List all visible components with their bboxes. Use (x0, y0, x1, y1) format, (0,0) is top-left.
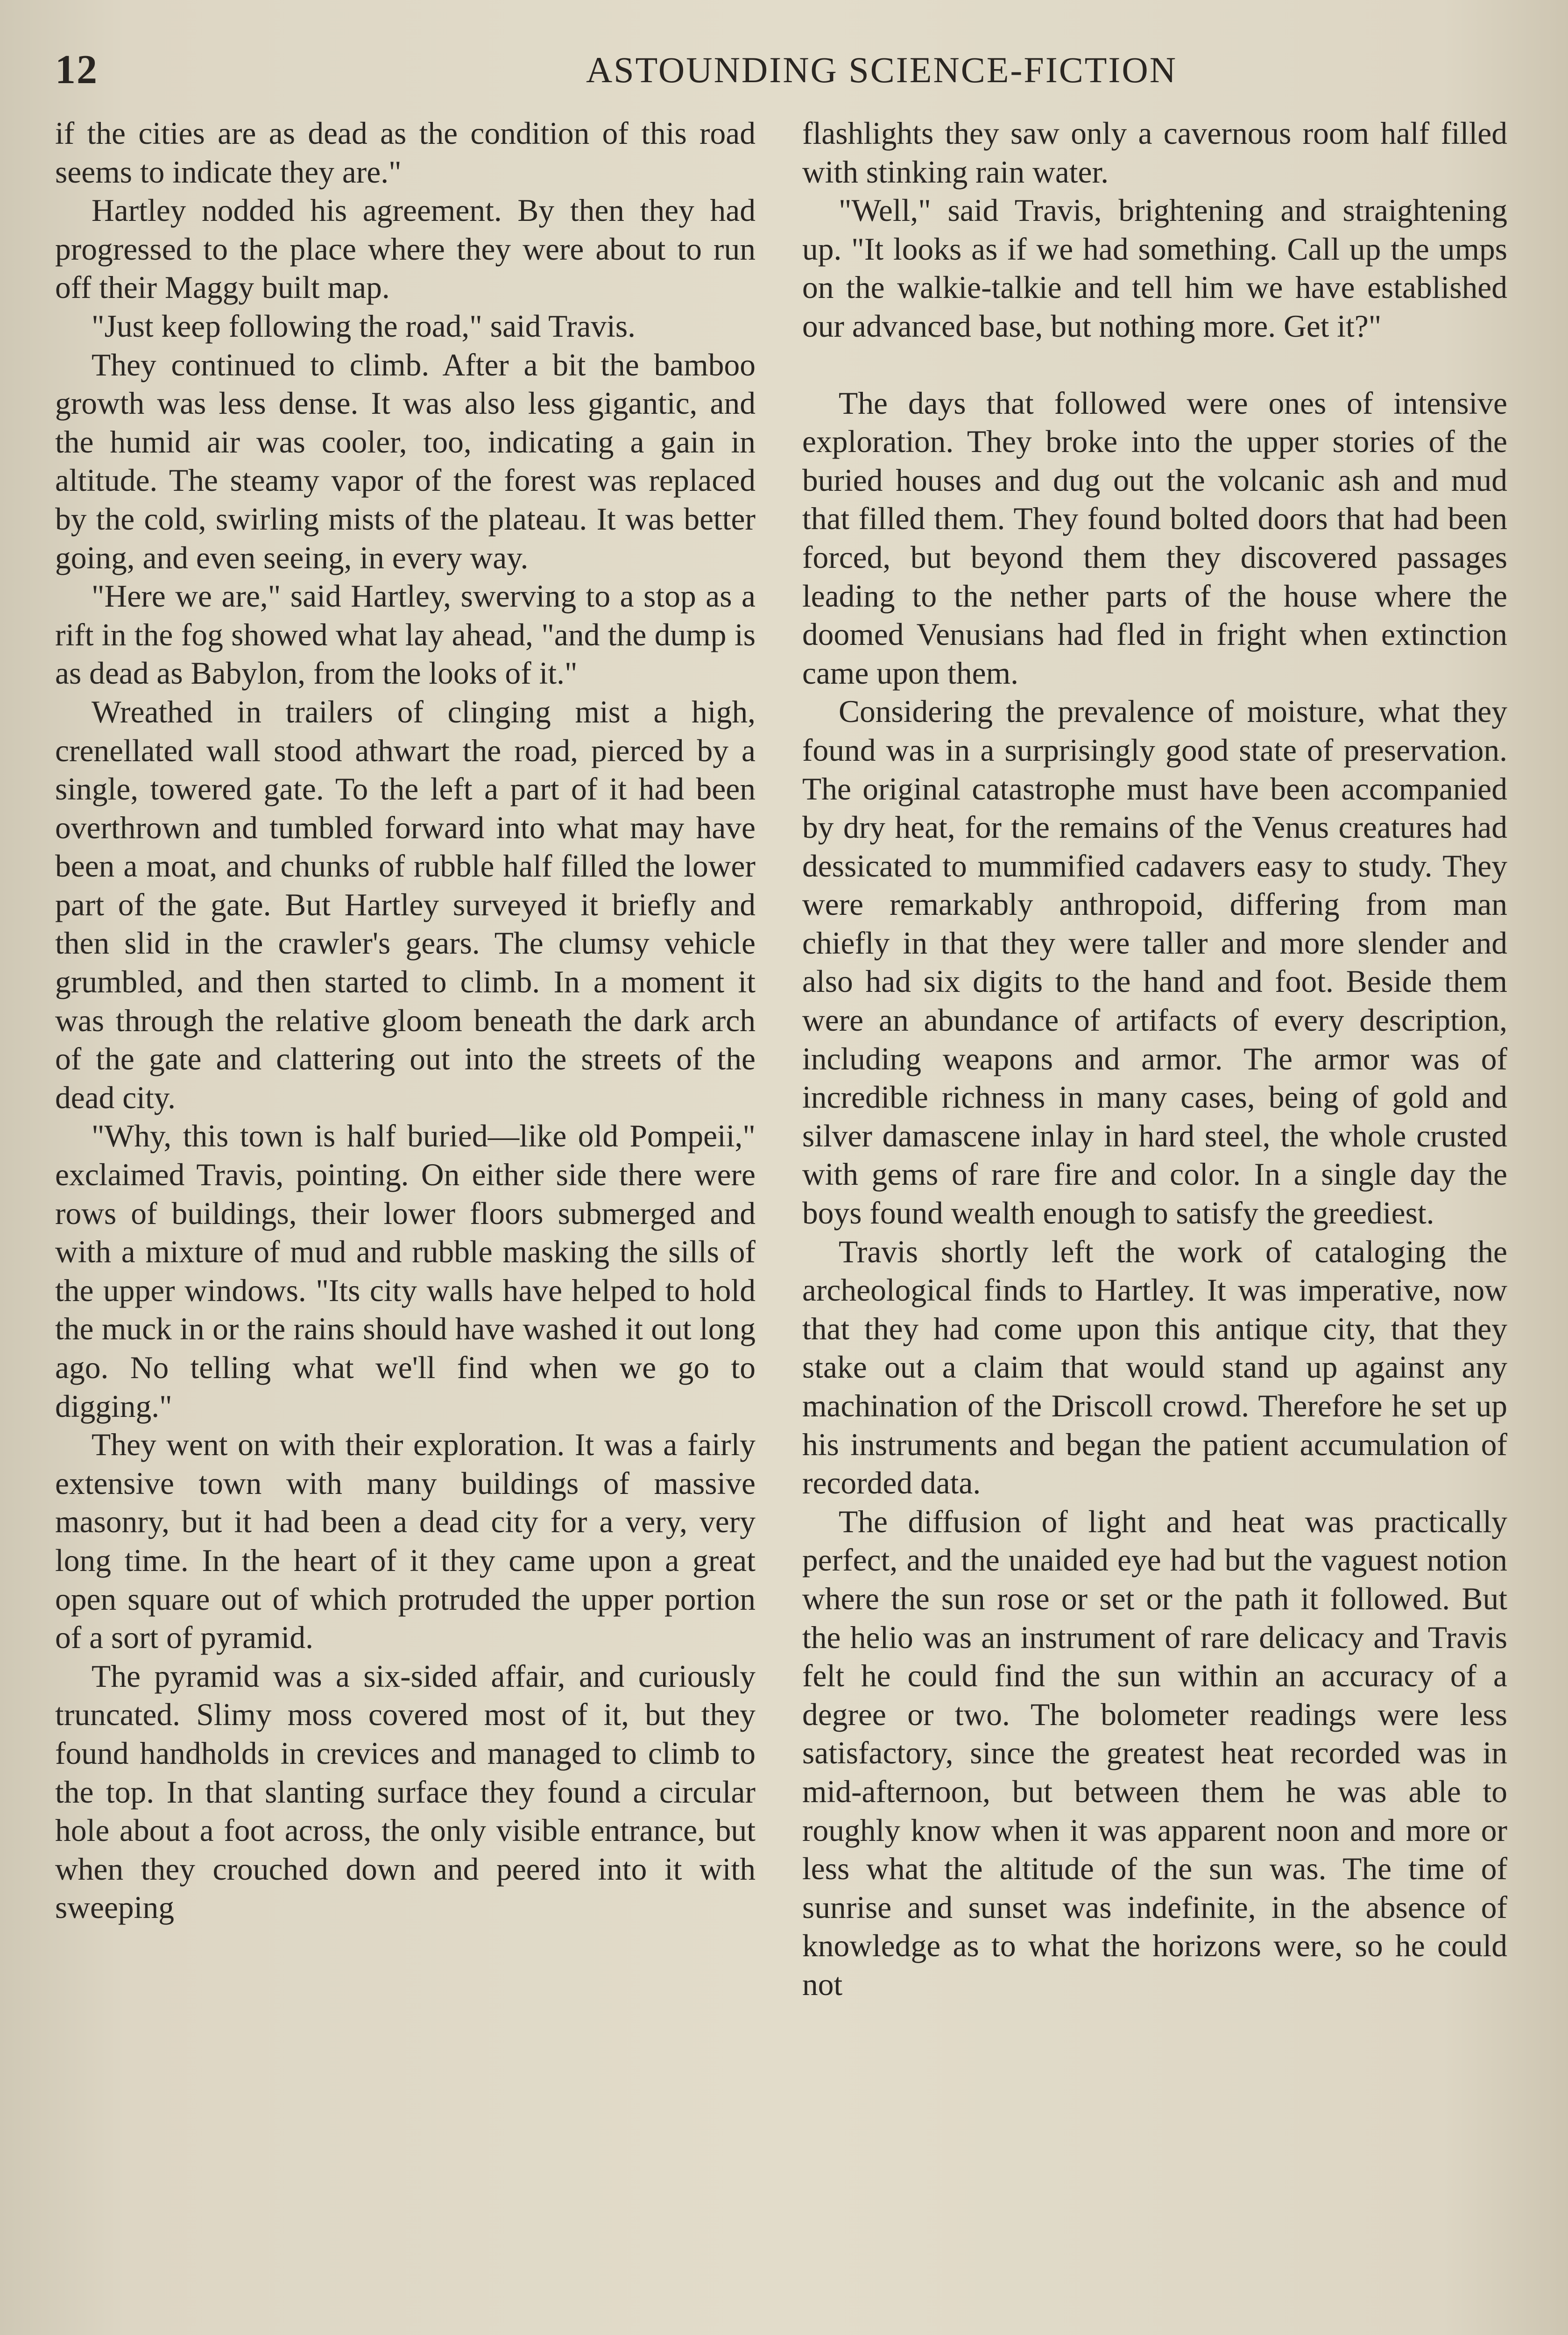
running-head: ASTOUNDING SCIENCE-FICTION (586, 50, 1178, 90)
paragraph: The days that followed were ones of intensive exploration. They broke into the upper stories of the buried houses and dug out the volcanic ash and mud that filled them. They found bolted doors that had been forced, but beyond them they discovered passages leading to the nether parts of the house where the doomed Venusians had fled in fright when extinction came upon them. (802, 385, 1507, 691)
paragraph: "Why, this town is half buried—like old Pompeii," exclaimed Travis, pointing. On either side there were rows of buildings, their lower floors submerged and with a mixture of mud and rubble masking the sills of the upper windows. "Its city walls have helped to hold the muck in or the rains should have washed it out long ago. No telling what we'll find when we go to digging." (55, 1118, 756, 1424)
page-number: 12 (55, 47, 98, 92)
paragraph: flashlights they saw only a cavernous room half filled with stinking rain water. (802, 116, 1507, 190)
left-column (55, 114, 756, 2335)
paragraph: The diffusion of light and heat was practically perfect, and the unaided eye had but the vaguest notion where the sun rose or set or the path it followed. But the helio was an instrument of rare delicacy and Travis felt he could find the sun within an accuracy of a degree or two. The bolometer readings were less satisfactory, since the greatest heat recorded was in mid-afternoon, but between them he was able to roughly know when it was apparent noon and more or less what the altitude of the sun was. The time of sunrise and sunset was indefinite, in the absence of knowledge as to what the horizons were, so he could not (802, 1504, 1507, 2002)
paragraph: "Just keep following the road," said Travis. (92, 308, 636, 344)
paragraph: if the cities are as dead as the condition of this road seems to indicate they are." (55, 116, 756, 190)
right-column (802, 114, 1507, 2335)
paragraph: "Here we are," said Hartley, swerving to a stop as a rift in the fog showed what lay ahead, "and the dump is as dead as Babylon, from the looks of it." (55, 579, 756, 691)
paragraph: Travis shortly left the work of cataloging the archeological finds to Hartley. It was imperative, now that they had come upon this antique city, that they stake out a claim that would stand up against any machination of the Driscoll crowd. Therefore he set up his instruments and began the patient accumulation of recorded data. (802, 1234, 1507, 1501)
paragraph: The pyramid was a six-sided affair, and curiously truncated. Slimy moss covered most of it, but they found handholds in crevices and managed to climb to the top. In that slanting surface they found a circular hole about a foot across, the only visible entrance, but when they crouched down and peered into it with sweeping (55, 1658, 756, 1925)
paragraph: "Well," said Travis, brightening and straightening up. "It looks as if we had something. Call up the umps on the walkie-talkie and tell him we have established our advanced base, but nothing more. Get it?" (802, 193, 1507, 344)
paragraph: Considering the prevalence of moisture, what they found was in a surprisingly good state of preservation. The original catastrophe must have been accompanied by dry heat, for the remains of the Venus creatures had dessicated to mummified cadavers easy to study. They were remarkably anthropoid, differing from man chiefly in that they were taller and more slender and also had six digits to the hand and foot. Beside them were an abundance of artifacts of every description, including weapons and armor. The armor was of incredible richness in many cases, being of gold and silver damascene inlay in hard steel, the whole crusted with gems of rare fire and color. In a single day the boys found wealth enough to satisfy the greediest. (802, 694, 1507, 1231)
paragraph: They went on with their exploration. It was a fairly extensive town with many buildings of massive masonry, but it had been a dead city for a very, very long time. In the heart of it they came upon a great open square out of which protruded the upper portion of a sort of pyramid. (55, 1427, 756, 1656)
paragraph: Hartley nodded his agreement. By then they had progressed to the place where they were about to run off their Maggy built map. (55, 193, 756, 305)
paragraph: They continued to climb. After a bit the bamboo growth was less dense. It was also less gigantic, and the humid air was cooler, too, indicating a gain in altitude. The steamy vapor of the forest was replaced by the cold, swirling mists of the plateau. It was better going, and even seeing, in every way. (55, 347, 756, 575)
page-header (55, 44, 1507, 96)
paragraph: Wreathed in trailers of clinging mist a high, crenellated wall stood athwart the road, pierced by a single, towered gate. To the left a part of it had been overthrown and tumbled forward into what may have been a moat, and chunks of rubble half filled the lower part of the gate. But Hartley surveyed it briefly and then slid in the crawler's gears. The clumsy vehicle grumbled, and then started to climb. In a moment it was through the relative gloom beneath the dark arch of the gate and clattering out into the streets of the dead city. (55, 694, 756, 1115)
